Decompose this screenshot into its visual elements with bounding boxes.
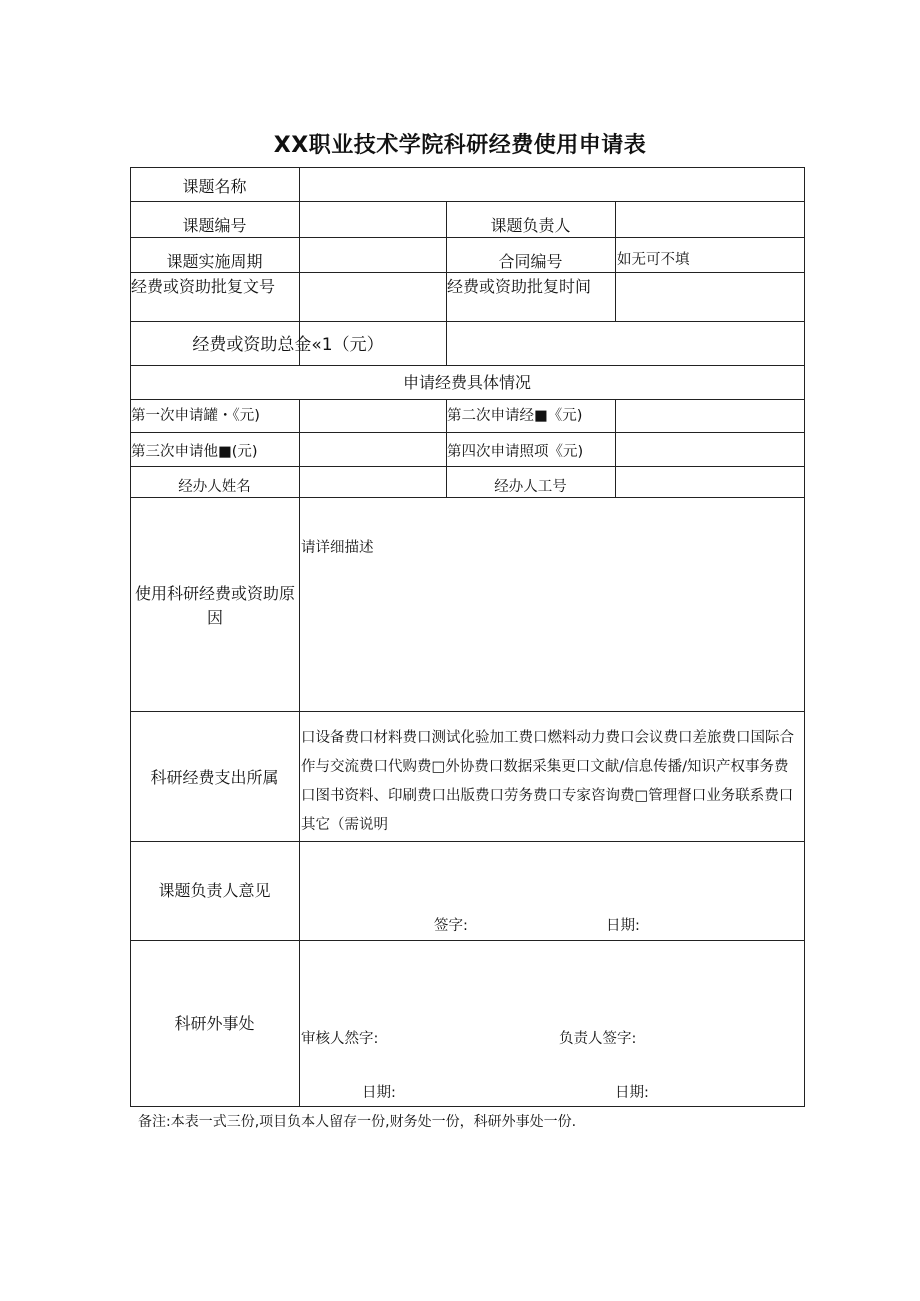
right-column-divider xyxy=(615,201,616,322)
total-amount-label: 经费或资助总金«1（元） xyxy=(192,335,384,355)
first-apply-label: 第一次申请罐・《元) xyxy=(131,408,260,424)
row-divider xyxy=(130,399,805,400)
row-divider xyxy=(130,466,805,467)
office-date-right-label: 日期: xyxy=(615,1085,649,1101)
table-border-left xyxy=(130,167,131,1107)
row-divider xyxy=(130,711,805,712)
handler-id-label: 经办人工号 xyxy=(494,479,567,495)
row-divider xyxy=(130,201,805,202)
contract-number-label: 合同编号 xyxy=(498,252,563,271)
office-date-left-label: 日期: xyxy=(362,1085,396,1101)
row-divider xyxy=(130,237,805,238)
table-border-right xyxy=(804,167,805,1107)
right-column-divider xyxy=(615,399,616,498)
office-label: 科研外事处 xyxy=(174,1014,255,1033)
row-divider xyxy=(130,841,805,842)
leader-date-label: 日期: xyxy=(606,918,640,934)
project-name-label: 课题名称 xyxy=(182,177,247,196)
period-label: 课题实施周期 xyxy=(166,252,263,271)
handler-name-label: 经办人姓名 xyxy=(178,479,251,495)
contract-hint: 如无可不填 xyxy=(617,252,690,268)
expense-label: 科研经费支出所属 xyxy=(150,768,279,787)
third-apply-label: 第三次申请他■(元) xyxy=(131,444,258,460)
reason-label: 使用科研经费或资助原因 xyxy=(134,584,295,627)
row-divider xyxy=(130,940,805,941)
approval-time-label: 经费或资助批复时间 xyxy=(447,277,592,296)
reviewer-sign-label: 审核人然字: xyxy=(301,1031,379,1047)
row-divider xyxy=(130,497,805,498)
row-divider xyxy=(130,272,805,273)
row-divider xyxy=(130,321,805,322)
reason-placeholder: 请详细描述 xyxy=(301,540,374,556)
footnote: 备注:本表一式三份,项目负本人留存一份,财务处一份，科研外事处一份. xyxy=(138,1114,577,1130)
project-number-label: 课题编号 xyxy=(182,216,247,235)
form-title: XX职业技术学院科研经费使用申请表 xyxy=(273,133,647,158)
row-divider xyxy=(130,432,805,433)
second-apply-label: 第二次申请经■《元) xyxy=(447,408,583,424)
leader-opinion-label: 课题负责人意见 xyxy=(158,881,271,900)
office-leader-sign-label: 负责人签字: xyxy=(559,1031,637,1047)
fourth-apply-label: 第四次申请照项《元) xyxy=(447,444,584,460)
approval-doc-label: 经费或资助批复文号 xyxy=(131,277,276,296)
table-border-top xyxy=(130,167,805,168)
table-border-bottom xyxy=(130,1106,805,1107)
leader-sign-label: 签字: xyxy=(434,918,468,934)
project-leader-label: 课题负责人 xyxy=(490,216,571,235)
label-column-divider xyxy=(299,399,300,1107)
detail-header: 申请经费具体情况 xyxy=(402,373,531,392)
row-divider xyxy=(130,365,805,366)
expense-options: 口设备费口材料费口测试化验加工费口燃料动力费口会议费口差旅费口国际合作与交流费口代购费□外协费口数据采集更口文献/信息传播/知识产权事务费口图书资料、印刷费口出版费口劳务费口专家咨询费□管理督口业务联系费口其它（需说明 xyxy=(301,730,794,833)
